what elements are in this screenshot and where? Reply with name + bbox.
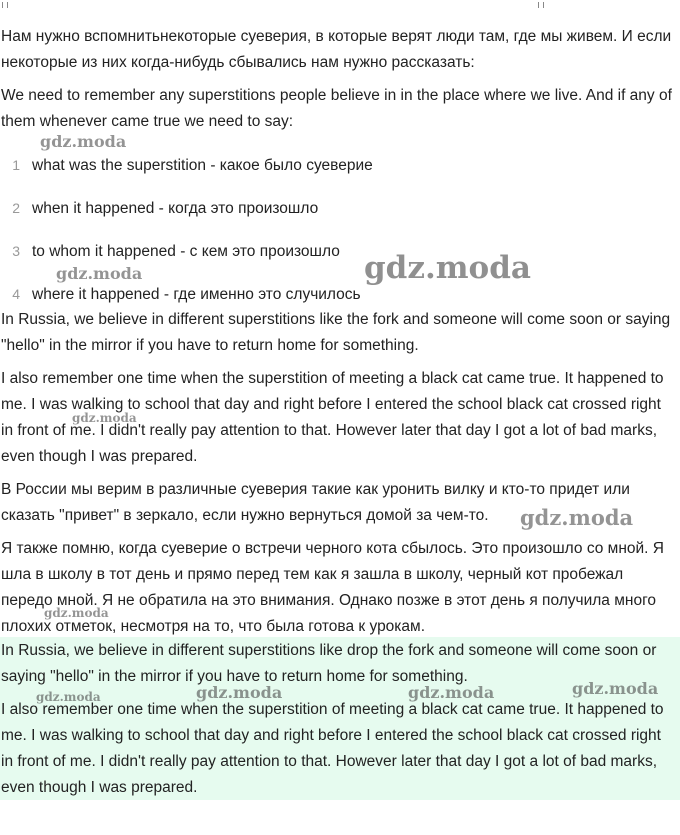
paragraph-en-1-text: In Russia, we believe in different superstitions like the fork and someone will come soon or saying "hello" in the mirror if you have to return home for something. xyxy=(1,311,671,354)
answer-en-1-text: In Russia, we believe in different superstitions like drop the fork and someone will come soon or saying "hello" in the mirror if you have to return home for something. xyxy=(1,642,657,685)
watermark: gdz.moda xyxy=(36,690,101,704)
paragraph-en-2-text: I also remember one time when the superstition of meeting a black cat came true. It happened to me. I was walking to school that day and right before I entered the school black cat crossed right in front of me. I didn't really pay attention to that. However later that day I got a lot of bad marks, even though I was prepared. xyxy=(1,370,664,465)
watermark: gdz.moda xyxy=(520,505,634,530)
watermark: gdz.moda xyxy=(44,606,109,620)
answer-en-2-text: I also remember one time when the superstition of meeting a black cat came true. It happened to me. I was walking to school that day and right before I entered the school black cat crossed right in front of me. I didn't really pay attention to that. However later that day I got a lot of bad marks, even though I was prepared. xyxy=(1,701,664,796)
intro-ru-text: Нам нужно вспомнитьнекоторые суеверия, в которые верят люди там, где мы живем. И если некоторые из них когда-нибудь сбывались нам нужно рассказать: xyxy=(1,28,672,71)
paragraph-en-1 xyxy=(0,307,676,359)
intro-en-text: We need to remember any superstitions people believe in in the place where we live. And if any of them whenever came true we need to say: xyxy=(1,87,672,130)
list-item xyxy=(0,281,361,307)
watermark: gdz.moda xyxy=(408,683,495,702)
intro-russian xyxy=(0,24,676,76)
cropped-top-line xyxy=(0,0,680,18)
paragraph-ru-2-text: Я также помню, когда суеверие о встречи черного кота сбылось. Это произошло со мной. Я шла в школу в тот день и прямо перед тем как я зашла в школу, черный кот пробежал передо мной. Я не обратила на это внимания. Однако позже в этот день я получила много плохих отметок, несмотря на то, что была готова к урокам. xyxy=(1,540,664,635)
paragraph-ru-2 xyxy=(0,536,676,640)
list-text: to whom it happened - с кем это произошло xyxy=(32,243,340,260)
list-number: 4 xyxy=(12,286,20,302)
intro-english xyxy=(0,83,676,135)
watermark: gdz.moda xyxy=(364,250,531,286)
list-item xyxy=(0,152,373,178)
watermark: gdz.moda xyxy=(572,679,659,698)
paragraph-ru-1-text: В России мы верим в различные суеверия такие как уронить вилку и кто-то придет или сказать "привет" в зеркало, если нужно вернуться домой за чем-то. xyxy=(1,481,630,524)
list-text: what was the superstition - какое было суеверие xyxy=(32,157,373,174)
watermark: gdz.moda xyxy=(72,411,137,425)
list-number: 3 xyxy=(12,243,20,259)
list-item xyxy=(0,238,340,264)
list-text: where it happened - где именно это случилось xyxy=(32,286,361,303)
list-number: 1 xyxy=(12,157,20,173)
watermark: gdz.moda xyxy=(196,683,283,702)
answer-en-2 xyxy=(0,697,676,801)
list-item xyxy=(0,195,318,221)
list-number: 2 xyxy=(12,200,20,216)
watermark: gdz.moda xyxy=(56,264,143,283)
watermark: gdz.moda xyxy=(40,132,127,151)
list-text: when it happened - когда это произошло xyxy=(32,200,319,217)
